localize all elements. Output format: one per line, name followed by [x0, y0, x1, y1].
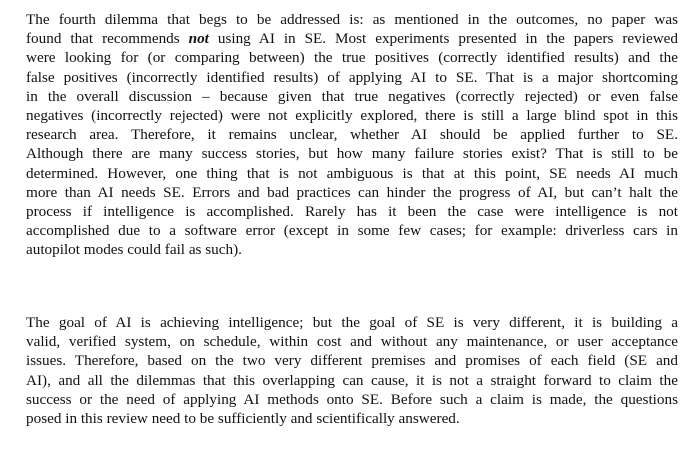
text-line: were looking for (or comparing between) the true positives (correctly identified results) and the: [26, 49, 678, 67]
paragraph-goal-of-ai: [26, 313, 678, 428]
text-run: using AI in SE. Most experiments presented in the papers reviewed: [208, 30, 678, 48]
emphasis-not: not: [188, 30, 209, 48]
text-line: negatives (incorrectly rejected) were not explicitly explored, there is still a large blind spot in this: [26, 106, 678, 124]
text-line: more than AI needs SE. Errors and bad practices can hinder the progress of AI, but can’t halt the: [26, 183, 678, 201]
text-line: in the overall discussion – because given that true negatives (correctly rejected) or even false: [26, 87, 678, 105]
paragraph-fourth-dilemma: [26, 10, 678, 259]
text-line: determined. However, one thing that is not ambiguous is that at this point, SE needs AI much: [26, 164, 678, 182]
text-line: issues. Therefore, based on the two very different premises and promises of each field (SE and: [26, 352, 678, 370]
text-line: autopilot modes could fail as such).: [26, 241, 242, 259]
text-line: success or the need of applying AI methods onto SE. Before such a claim is made, the questions: [26, 390, 678, 408]
text-run: found that recommends: [26, 30, 189, 48]
text-line: accomplished due to a software error (except in some few cases; for example: driverless cars in: [26, 222, 678, 240]
text-line: research area. Therefore, it remains unclear, whether AI should be applied further to SE.: [26, 126, 678, 144]
text-line: valid, verified system, on schedule, within cost and without any maintenance, or user acceptance: [26, 333, 678, 351]
text-line: Although there are many success stories, but how many failure stories exist? That is still to be: [26, 145, 678, 163]
text-line: process if intelligence is accomplished. Rarely has it been the case were intelligence is not: [26, 202, 678, 220]
text-line: false positives (incorrectly identified results) of applying AI to SE. That is a major shortcoming: [26, 68, 678, 86]
text-line: [26, 29, 678, 48]
text-line: The fourth dilemma that begs to be addressed is: as mentioned in the outcomes, no paper was: [26, 11, 678, 28]
text-line: The goal of AI is achieving intelligence; but the goal of SE is very different, it is building a: [26, 314, 678, 331]
text-line: AI), and all the dilemmas that this overlapping can cause, it is not a straight forward to claim the: [26, 371, 678, 389]
text-line: posed in this review need to be sufficiently and scientifically answered.: [26, 409, 460, 427]
